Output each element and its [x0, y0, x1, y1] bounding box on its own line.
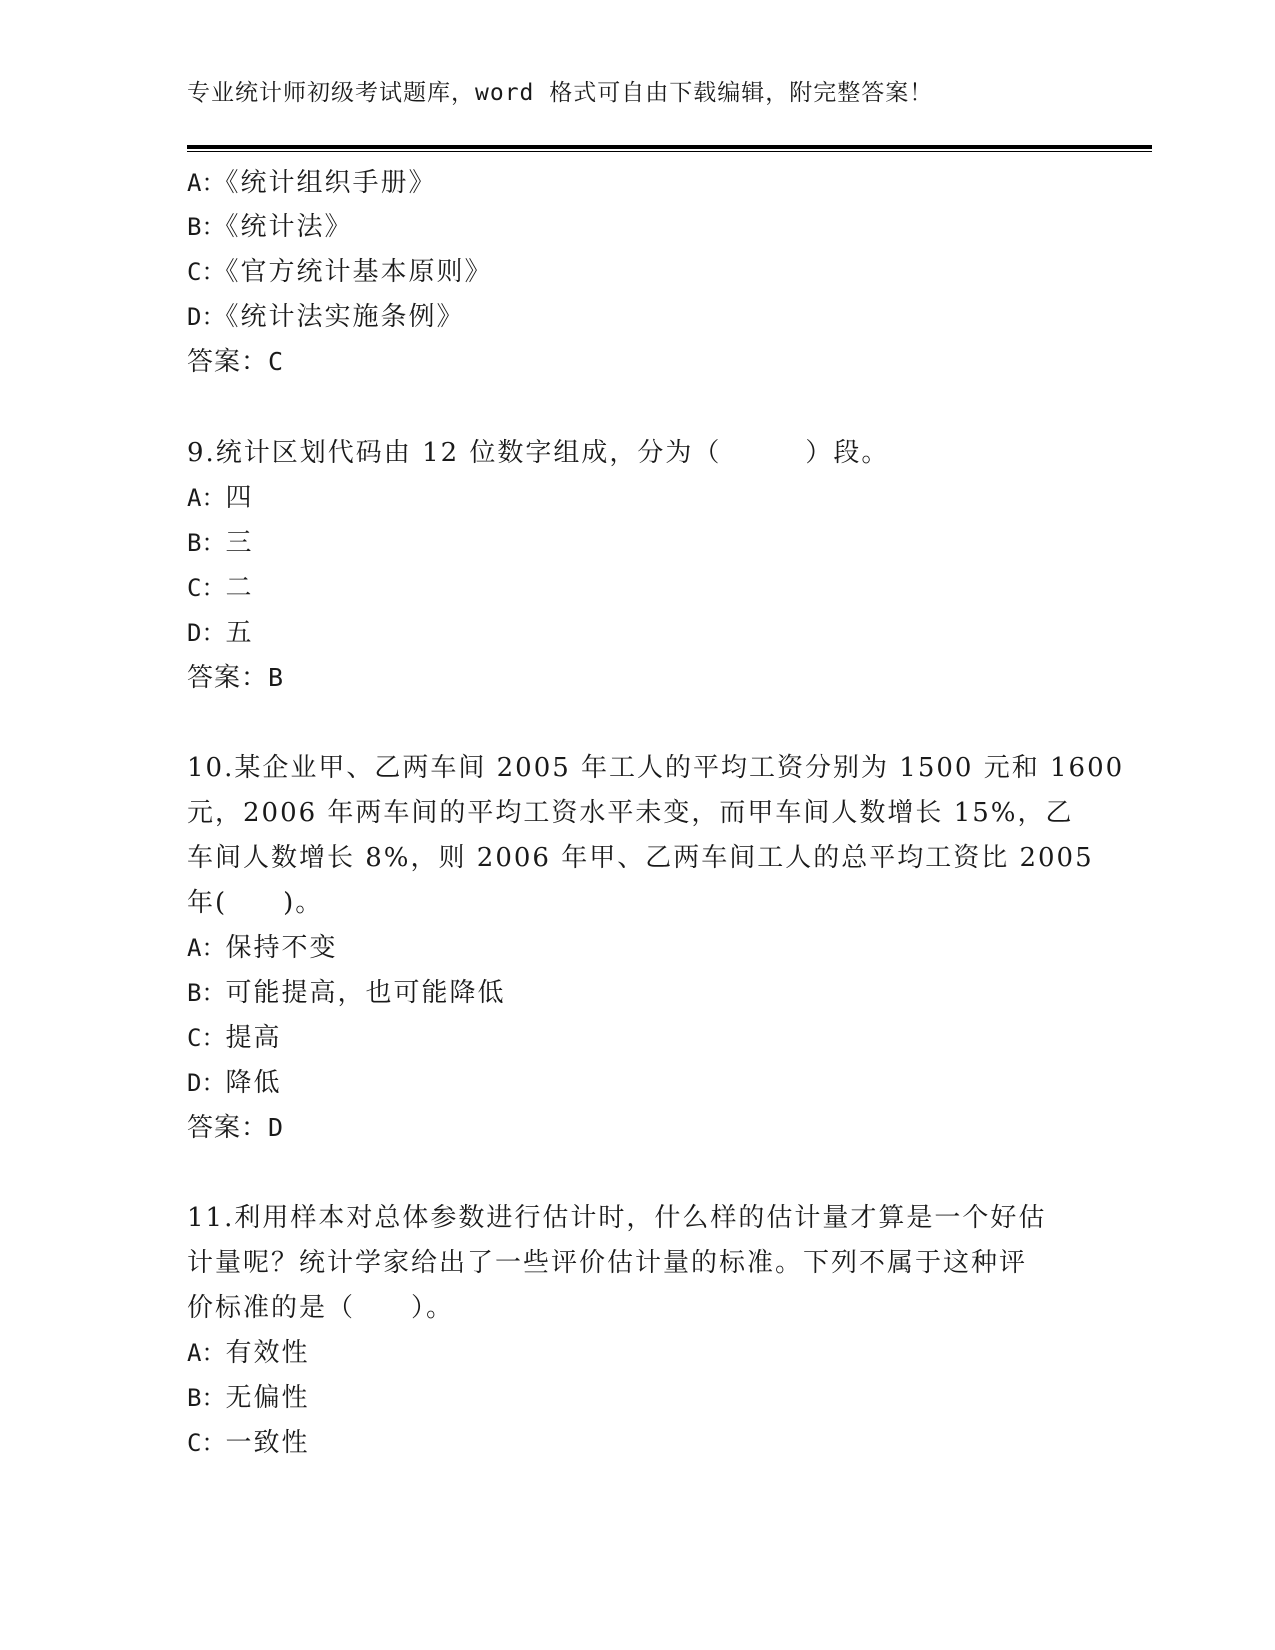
header-rule-thick — [187, 145, 1152, 149]
option-letter: B： — [187, 213, 226, 241]
option-text: 可能提高，也可能降低 — [225, 978, 506, 1008]
q10-option-b — [187, 972, 505, 1009]
option-text: 《官方统计基本原则》 — [225, 257, 493, 287]
q10-stem-line: 年( )。 — [187, 888, 324, 918]
answer-label: 答案： — [187, 347, 269, 377]
option-letter: A： — [187, 484, 226, 512]
q8-option-c — [187, 251, 492, 288]
option-letter: C： — [187, 258, 226, 286]
option-text: 《统计法》 — [225, 212, 353, 242]
option-text: 一致性 — [225, 1428, 310, 1458]
q9-option-d — [187, 612, 253, 649]
answer-value: D — [268, 1113, 285, 1142]
option-letter: D： — [187, 303, 226, 331]
option-text: 五 — [225, 618, 254, 648]
q11-option-a — [187, 1332, 309, 1369]
answer-value: B — [268, 663, 285, 692]
option-letter: A： — [187, 934, 226, 962]
option-letter: A： — [187, 169, 226, 197]
option-text: 二 — [225, 573, 254, 603]
option-letter: A： — [187, 1339, 226, 1367]
option-text: 无偏性 — [225, 1383, 310, 1413]
answer-label: 答案： — [187, 663, 269, 693]
q10-answer — [187, 1107, 284, 1144]
q10-option-a — [187, 927, 337, 964]
option-letter: D： — [187, 619, 226, 647]
q9-option-c — [187, 567, 253, 604]
answer-label: 答案： — [187, 1113, 269, 1143]
q9-option-a — [187, 477, 253, 514]
option-text: 有效性 — [225, 1338, 310, 1368]
q11-stem-line: 计量呢？统计学家给出了一些评价估计量的标准。下列不属于这种评 — [187, 1248, 1028, 1278]
q10-stem-line: 元，2006 年两车间的平均工资水平未变，而甲车间人数增长 15%，乙 — [187, 798, 1074, 828]
option-text: 提高 — [225, 1023, 282, 1053]
q8-answer — [187, 341, 284, 378]
q8-option-b — [187, 206, 352, 243]
q10-option-c — [187, 1017, 281, 1054]
q10-option-d — [187, 1062, 281, 1099]
option-letter: D： — [187, 1069, 226, 1097]
q9-option-b — [187, 522, 253, 559]
option-letter: B： — [187, 979, 226, 1007]
option-text: 四 — [225, 483, 254, 513]
q11-option-b — [187, 1377, 309, 1414]
option-letter: C： — [187, 1429, 226, 1457]
document-header: 专业统计师初级考试题库，word 格式可自由下载编辑，附完整答案！ — [187, 80, 934, 106]
q11-stem-line: 11.利用样本对总体参数进行估计时，什么样的估计量才算是一个好估 — [187, 1203, 1047, 1233]
answer-value: C — [268, 347, 285, 376]
option-letter: C： — [187, 1024, 226, 1052]
option-text: 降低 — [225, 1068, 282, 1098]
q11-option-c — [187, 1422, 309, 1459]
option-text: 《统计组织手册》 — [225, 168, 437, 198]
q9-answer — [187, 657, 284, 694]
option-letter: B： — [187, 529, 226, 557]
q8-option-d — [187, 296, 464, 333]
option-text: 《统计法实施条例》 — [225, 302, 465, 332]
option-letter: C： — [187, 574, 226, 602]
q10-stem-line: 10.某企业甲、乙两车间 2005 年工人的平均工资分别为 1500 元和 1600 — [187, 753, 1125, 783]
q10-stem-line: 车间人数增长 8%，则 2006 年甲、乙两车间工人的总平均工资比 2005 — [187, 843, 1094, 873]
q8-option-a — [187, 162, 436, 199]
option-text: 三 — [225, 528, 254, 558]
header-rule-thin — [187, 151, 1152, 152]
q11-stem-line: 价标准的是（ ）。 — [187, 1293, 455, 1323]
q9-stem-line: 9.统计区划代码由 12 位数字组成，分为（ ）段。 — [187, 438, 890, 468]
option-letter: B： — [187, 1384, 226, 1412]
option-text: 保持不变 — [225, 933, 338, 963]
